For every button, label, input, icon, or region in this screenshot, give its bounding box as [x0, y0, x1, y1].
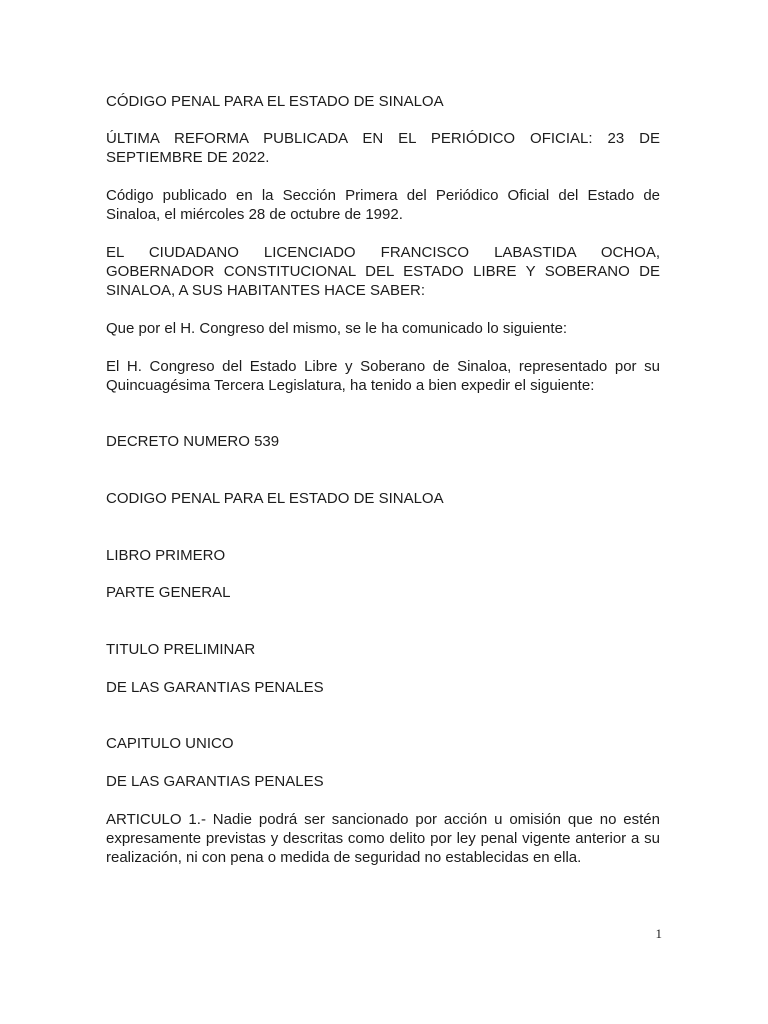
- legislature-statement: El H. Congreso del Estado Libre y Soberano de Sinaloa, representado por su Quincuagésima Tercera Legislatura, ha tenido a bien expedir el siguiente:: [106, 358, 660, 394]
- book-heading: LIBRO PRIMERO: [106, 547, 226, 564]
- document-title: CÓDIGO PENAL PARA EL ESTADO DE SINALOA: [106, 93, 444, 110]
- page-number: 1: [655, 926, 662, 941]
- chapter-subject: DE LAS GARANTIAS PENALES: [106, 773, 324, 790]
- last-reform-note: ÚLTIMA REFORMA PUBLICADA EN EL PERIÓDICO OFICIAL: 23 DE SEPTIEMBRE DE 2022.: [106, 130, 660, 166]
- part-heading: PARTE GENERAL: [106, 584, 231, 601]
- article-1-text: ARTICULO 1.- Nadie podrá ser sancionado por acción u omisión que no estén expresamente previstas y descritas como delito por ley penal vigente anterior a su realización, ni con pena o medida de seguridad no establecidas en ella.: [106, 811, 660, 866]
- publication-note: Código publicado en la Sección Primera del Periódico Oficial del Estado de Sinaloa, el miércoles 28 de octubre de 1992.: [106, 187, 660, 223]
- title-heading: TITULO PRELIMINAR: [106, 641, 256, 658]
- chapter-heading: CAPITULO UNICO: [106, 735, 234, 752]
- congress-note: Que por el H. Congreso del mismo, se le ha comunicado lo siguiente:: [106, 320, 568, 337]
- title-subject: DE LAS GARANTIAS PENALES: [106, 679, 324, 696]
- code-heading: CODIGO PENAL PARA EL ESTADO DE SINALOA: [106, 490, 444, 507]
- decree-heading: DECRETO NUMERO 539: [106, 433, 280, 450]
- governor-statement: EL CIUDADANO LICENCIADO FRANCISCO LABASTIDA OCHOA, GOBERNADOR CONSTITUCIONAL DEL ESTADO LIBRE Y SOBERANO DE SINALOA, A SUS HABITANTES HACE SABER:: [106, 244, 660, 299]
